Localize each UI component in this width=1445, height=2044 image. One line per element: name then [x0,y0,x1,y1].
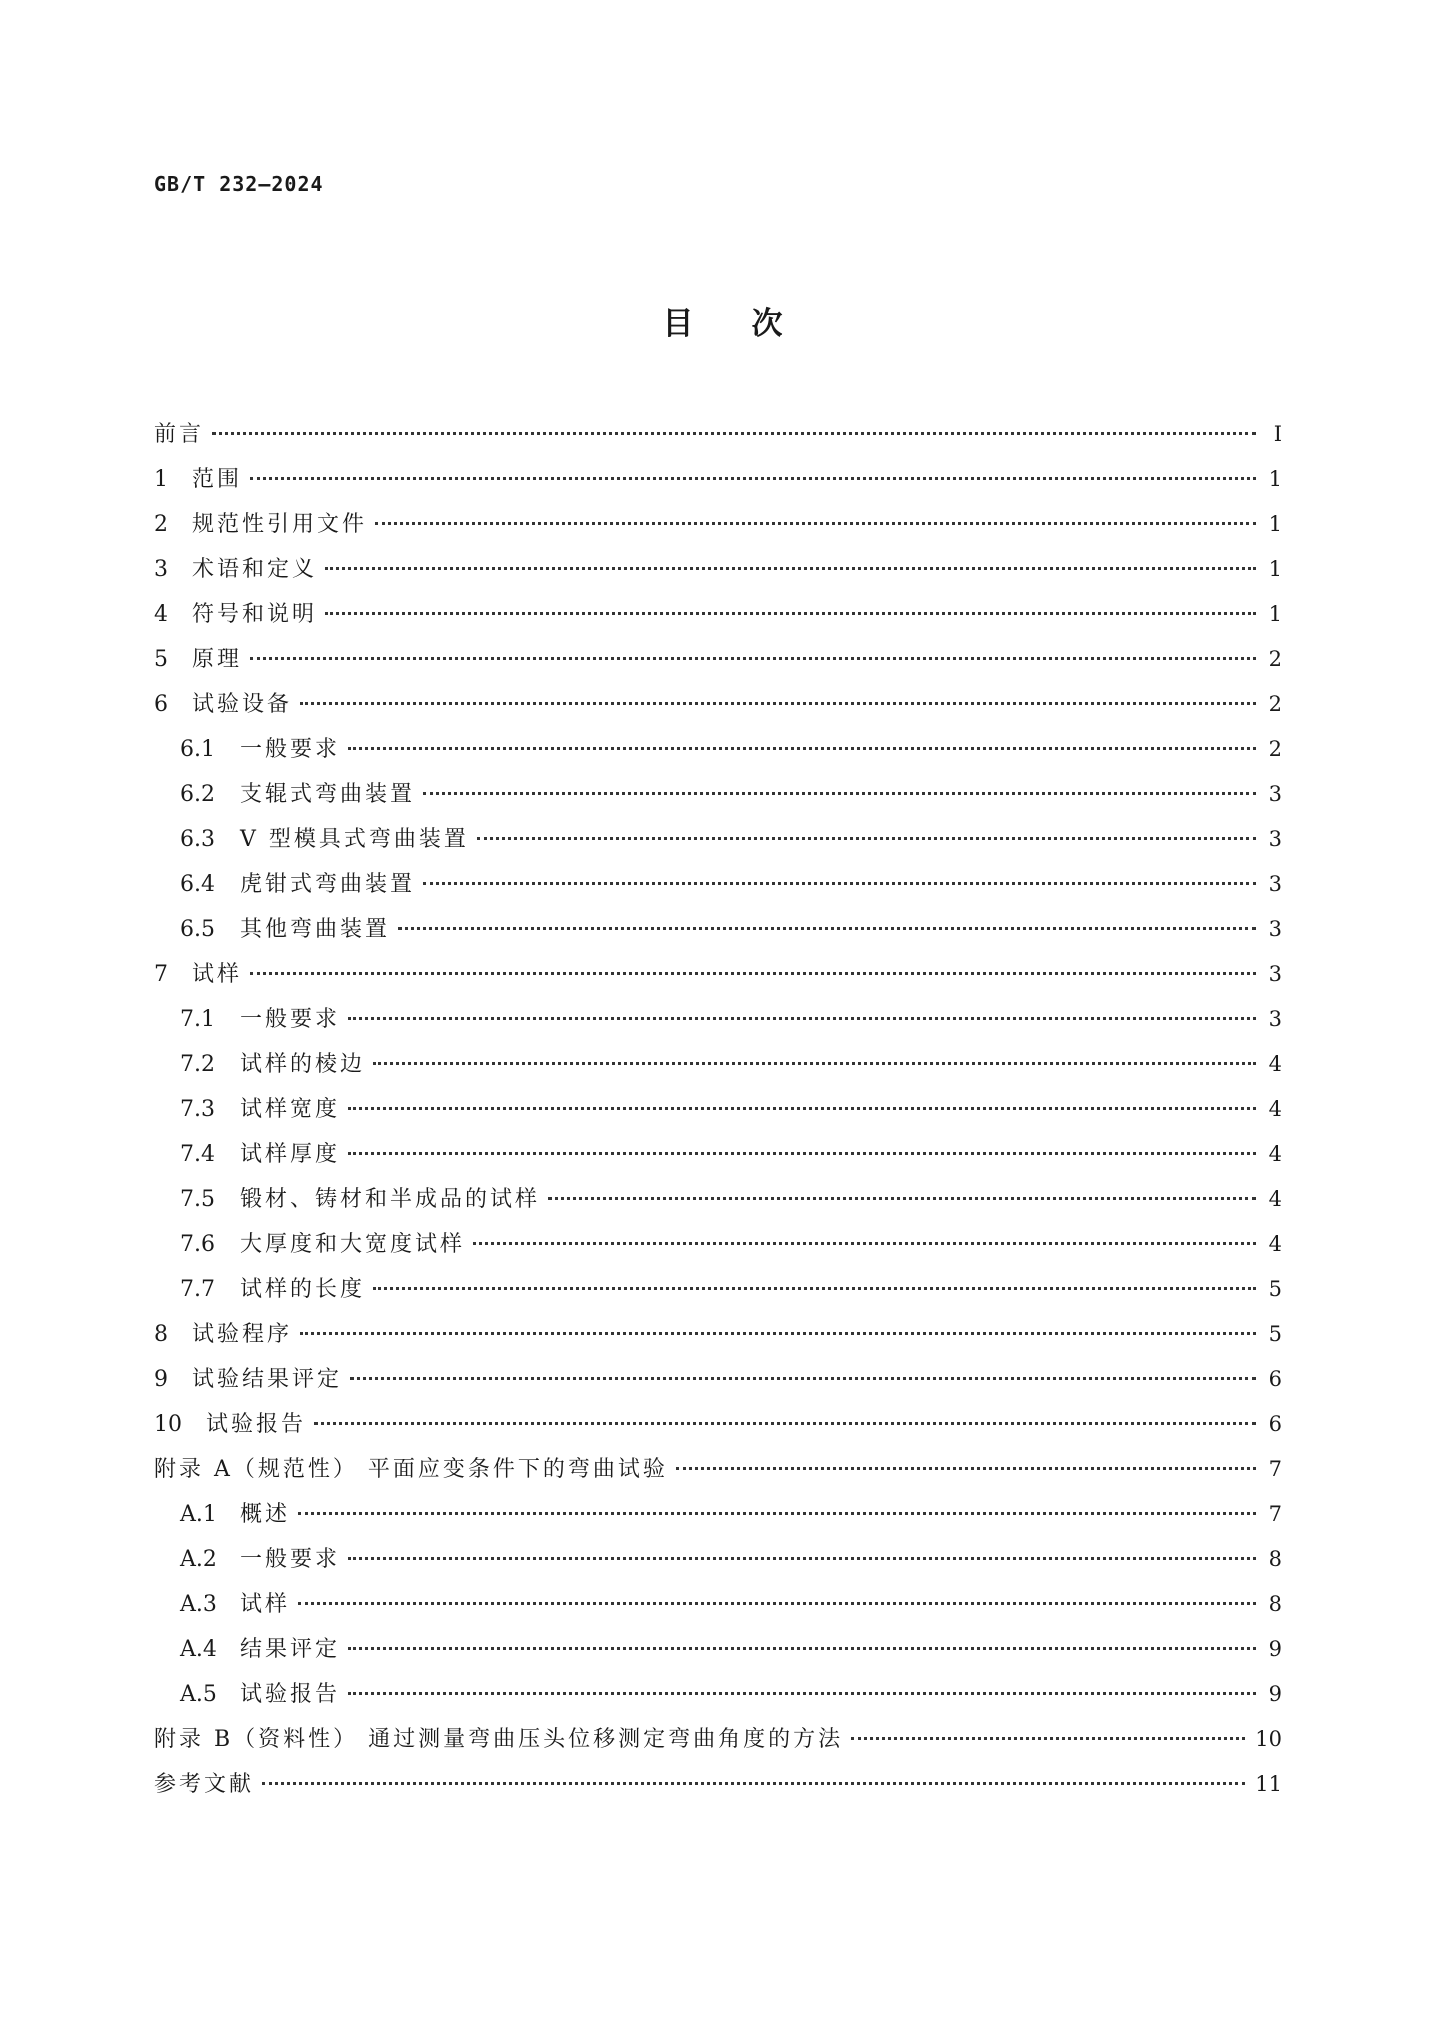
toc-page-number: 2 [1268,692,1282,716]
toc-page-number: 1 [1268,602,1282,626]
toc-entry-title: 大厚度和大宽度试样 [240,1232,466,1257]
toc-page-number: Ⅰ [1273,422,1282,446]
toc-entry-number: 7.1 [180,1007,215,1032]
toc-entry-number: 9 [154,1367,168,1392]
toc-entry-title: 规范性引用文件 [192,512,368,537]
toc-entry-title: 原理 [192,647,243,672]
toc-entry[interactable] [154,1357,1282,1402]
toc-leader-dots [348,1107,1256,1110]
toc-leader-dots [348,747,1256,750]
toc-page-number: 4 [1268,1187,1282,1211]
toc-leader-dots [348,1152,1256,1155]
toc-page-number: 10 [1255,1727,1282,1751]
toc-page-number: 11 [1255,1772,1282,1796]
toc-entry-title: 支辊式弯曲装置 [240,782,416,807]
toc-entry-number: A.1 [180,1502,217,1527]
toc-leader-dots [477,837,1256,840]
toc-entry[interactable] [154,1717,1282,1762]
toc-entry[interactable] [154,1312,1282,1357]
toc-page-number: 1 [1268,467,1282,491]
toc-leader-dots [300,702,1256,705]
toc-entry[interactable] [154,862,1282,907]
toc-page-number: 3 [1268,782,1282,806]
toc-entry-number: A.5 [180,1682,217,1707]
toc-entry-title: 试验程序 [192,1322,293,1347]
toc-entry[interactable] [154,817,1282,862]
toc-leader-dots [348,1557,1256,1560]
toc-leader-dots [676,1467,1256,1470]
toc-entry-number: 7.3 [180,1097,215,1122]
table-of-contents [154,412,1282,1807]
toc-entry[interactable] [154,952,1282,997]
toc-entry-title: 概述 [240,1502,291,1527]
toc-entry-title: 试样 [240,1592,291,1617]
toc-entry[interactable] [154,1537,1282,1582]
toc-entry-number: 6.3 [180,827,215,852]
toc-entry-number: 6.4 [180,872,215,897]
toc-entry[interactable] [154,1402,1282,1447]
toc-leader-dots [325,612,1256,615]
toc-entry-title: 试样厚度 [240,1142,341,1167]
toc-page-number: 2 [1268,737,1282,761]
toc-entry-title: 锻材、铸材和半成品的试样 [240,1187,541,1212]
toc-entry-number: 7 [154,962,168,987]
toc-entry-title: 试样的棱边 [240,1052,366,1077]
toc-leader-dots [348,1692,1256,1695]
toc-page-number: 2 [1268,647,1282,671]
toc-page-number: 4 [1268,1142,1282,1166]
toc-entry[interactable] [154,997,1282,1042]
toc-entry-number: A.4 [180,1637,217,1662]
toc-page-number: 1 [1268,512,1282,536]
toc-page-number: 7 [1268,1457,1282,1481]
toc-leader-dots [250,972,1256,975]
toc-entry-title: 试样的长度 [240,1277,366,1302]
toc-page-number: 5 [1268,1322,1282,1346]
toc-entry[interactable] [154,637,1282,682]
toc-entry-number: 10 [154,1412,182,1437]
toc-entry-title: 一般要求 [240,1547,341,1572]
toc-page-number: 4 [1268,1052,1282,1076]
toc-leader-dots [298,1602,1256,1605]
toc-entry-number: 7.2 [180,1052,215,1077]
toc-entry[interactable] [154,1672,1282,1717]
toc-entry[interactable] [154,682,1282,727]
document-code: GB/T 232—2024 [154,172,324,196]
toc-entry[interactable] [154,907,1282,952]
toc-entry-number: 5 [154,647,168,672]
toc-entry-title: 试样 [192,962,243,987]
toc-page-number: 3 [1268,962,1282,986]
toc-entry-title: 一般要求 [240,737,341,762]
toc-page-number: 8 [1268,1592,1282,1616]
toc-entry[interactable] [154,1177,1282,1222]
toc-entry-number: 1 [154,467,168,492]
toc-leader-dots [325,567,1256,570]
toc-entry[interactable] [154,412,1282,457]
toc-entry[interactable] [154,1447,1282,1492]
toc-leader-dots [423,882,1256,885]
toc-page-number: 6 [1268,1412,1282,1436]
toc-page-number: 3 [1268,1007,1282,1031]
toc-entry-title: 虎钳式弯曲装置 [240,872,416,897]
toc-leader-dots [250,657,1256,660]
toc-entry[interactable] [154,1267,1282,1312]
toc-entry[interactable] [154,1087,1282,1132]
toc-entry[interactable] [154,772,1282,817]
toc-page-number: 7 [1268,1502,1282,1526]
toc-page-number: 6 [1268,1367,1282,1391]
toc-leader-dots [473,1242,1256,1245]
toc-entry-number: 6.1 [180,737,215,762]
toc-leader-dots [548,1197,1256,1200]
toc-entry-title: 其他弯曲装置 [240,917,391,942]
toc-entry-title: 附录 B（资料性） 通过测量弯曲压头位移测定弯曲角度的方法 [154,1727,844,1752]
toc-entry-number: A.3 [180,1592,217,1617]
toc-leader-dots [314,1422,1256,1425]
toc-entry-title: 一般要求 [240,1007,341,1032]
page-title [0,298,1445,343]
toc-entry-number: 7.7 [180,1277,215,1302]
toc-entry[interactable] [154,1582,1282,1627]
toc-entry-number: 7.6 [180,1232,215,1257]
toc-entry-title: 结果评定 [240,1637,341,1662]
toc-entry-number: 2 [154,512,168,537]
toc-leader-dots [212,432,1256,435]
toc-leader-dots [300,1332,1256,1335]
toc-entry-number: 6 [154,692,168,717]
toc-entry[interactable] [154,1132,1282,1177]
toc-entry[interactable] [154,457,1282,502]
toc-entry-number: 7.4 [180,1142,215,1167]
toc-entry-title: 术语和定义 [192,557,318,582]
toc-entry-number: A.2 [180,1547,217,1572]
toc-entry-number: 6.5 [180,917,215,942]
toc-entry-title: 附录 A（规范性） 平面应变条件下的弯曲试验 [154,1457,668,1482]
toc-leader-dots [851,1737,1245,1740]
toc-leader-dots [423,792,1256,795]
toc-leader-dots [298,1512,1256,1515]
toc-entry-title: 前言 [154,422,205,447]
toc-page-number: 8 [1268,1547,1282,1571]
toc-leader-dots [373,1062,1256,1065]
toc-entry-title: 试样宽度 [240,1097,341,1122]
toc-entry[interactable] [154,547,1282,592]
toc-entry-title: 试验设备 [192,692,293,717]
page-title-char: 次 [751,306,841,342]
toc-leader-dots [398,927,1256,930]
toc-page-number: 9 [1268,1682,1282,1706]
toc-entry-title: 试验报告 [240,1682,341,1707]
toc-entry-title: 试验报告 [206,1412,307,1437]
toc-leader-dots [262,1782,1245,1785]
toc-leader-dots [375,522,1256,525]
toc-page-number: 5 [1268,1277,1282,1301]
toc-entry-number: 6.2 [180,782,215,807]
toc-entry[interactable] [154,592,1282,637]
toc-entry[interactable] [154,1762,1282,1807]
toc-leader-dots [348,1647,1256,1650]
toc-entry-number: 8 [154,1322,168,1347]
toc-page-number: 4 [1268,1232,1282,1256]
page-title-char: 目 [662,306,752,342]
toc-leader-dots [348,1017,1256,1020]
toc-page-number: 4 [1268,1097,1282,1121]
toc-entry-number: 7.5 [180,1187,215,1212]
toc-leader-dots [373,1287,1256,1290]
toc-page-number: 9 [1268,1637,1282,1661]
toc-entry-title: 范围 [192,467,243,492]
toc-leader-dots [350,1377,1256,1380]
toc-page-number: 1 [1268,557,1282,581]
toc-entry-title: 参考文献 [154,1772,255,1797]
toc-page-number: 3 [1268,872,1282,896]
toc-entry[interactable] [154,1222,1282,1267]
toc-entry-title: 符号和说明 [192,602,318,627]
toc-entry-number: 3 [154,557,168,582]
toc-entry[interactable] [154,1042,1282,1087]
toc-page-number: 3 [1268,827,1282,851]
toc-page-number: 3 [1268,917,1282,941]
toc-entry-title: 试验结果评定 [192,1367,343,1392]
toc-entry[interactable] [154,1627,1282,1672]
toc-leader-dots [250,477,1256,480]
toc-entry[interactable] [154,727,1282,772]
toc-entry-number: 4 [154,602,168,627]
toc-entry-title: V 型模具式弯曲装置 [240,827,469,852]
toc-entry[interactable] [154,1492,1282,1537]
toc-entry[interactable] [154,502,1282,547]
